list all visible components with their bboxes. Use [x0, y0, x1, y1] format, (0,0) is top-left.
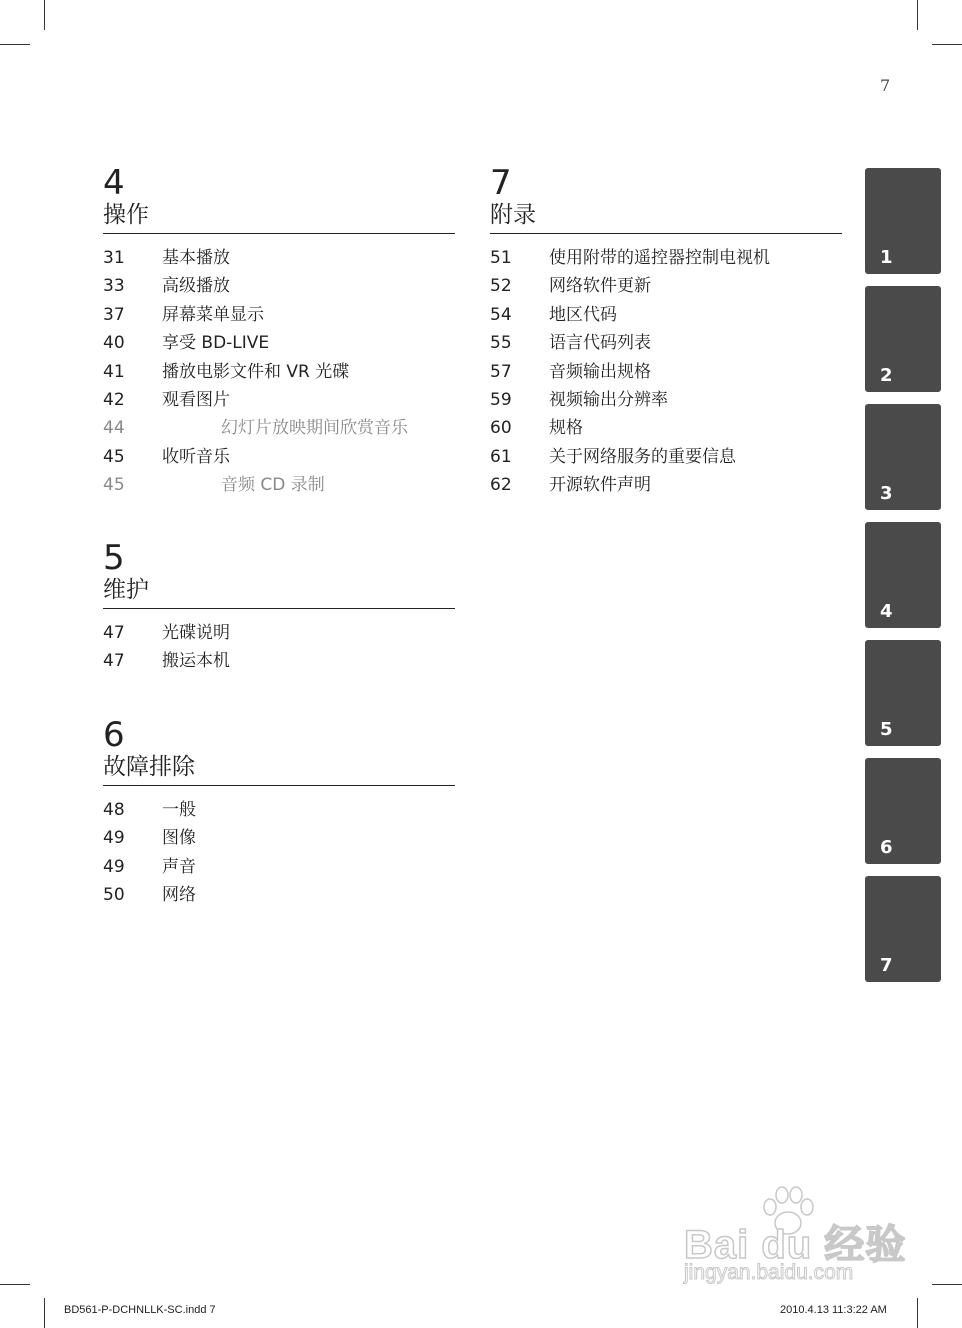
toc-page: 54 [490, 304, 512, 325]
toc-entry[interactable] [103, 443, 455, 471]
section-title: 维护 [103, 575, 455, 609]
toc-title: 收听音乐 [162, 446, 230, 467]
toc-page: 45 [103, 446, 125, 467]
toc-entry[interactable] [103, 796, 455, 824]
toc-title: 基本播放 [162, 248, 230, 268]
toc-title: 播放电影文件和 VR 光碟 [162, 361, 350, 382]
toc-title: 网络软件更新 [549, 276, 651, 297]
toc-title: 享受 BD-LIVE [162, 333, 270, 354]
toc-page: 60 [490, 418, 512, 439]
chapter-tab-label: 4 [880, 601, 893, 622]
toc-entry[interactable] [103, 824, 455, 852]
section-number: 5 [103, 538, 125, 578]
crop-mark [932, 1284, 962, 1285]
watermark-logo-text: Bai du 经验 [684, 1223, 907, 1267]
toc-title: 视频输出分辨率 [549, 389, 668, 410]
toc-title: 幻灯片放映期间欣赏音乐 [221, 418, 408, 439]
toc-entry[interactable] [490, 244, 842, 272]
toc-page: 59 [490, 389, 512, 410]
section-title: 操作 [103, 200, 455, 234]
toc-section-6 [103, 715, 455, 910]
toc-page: 61 [490, 446, 512, 467]
section-title: 故障排除 [103, 752, 455, 786]
toc-entry[interactable] [103, 647, 455, 675]
toc-page: 47 [103, 651, 125, 672]
footer-filename: BD561-P-DCHNLLK-SC.indd 7 [64, 1304, 216, 1316]
toc-entry[interactable] [103, 244, 455, 272]
toc-page: 31 [103, 248, 125, 268]
toc-entry[interactable] [103, 853, 455, 881]
toc-entry[interactable] [490, 471, 842, 499]
toc-entry[interactable] [490, 329, 842, 357]
crop-mark [917, 1298, 918, 1328]
toc-page: 41 [103, 361, 125, 382]
toc-page: 40 [103, 333, 125, 354]
toc-entry[interactable] [490, 386, 842, 414]
toc-page: 51 [490, 248, 512, 268]
chapter-tab-6[interactable] [865, 758, 941, 864]
toc-section-5 [103, 538, 455, 676]
toc-title: 关于网络服务的重要信息 [549, 446, 736, 467]
toc-title: 搬运本机 [162, 651, 230, 672]
chapter-tab-label: 7 [880, 955, 893, 976]
crop-mark [44, 0, 45, 30]
toc-entry[interactable] [103, 329, 455, 357]
toc-entry[interactable] [103, 272, 455, 300]
toc-title: 网络 [162, 885, 196, 906]
toc-entry[interactable] [490, 358, 842, 386]
toc-page: 44 [103, 418, 125, 439]
toc-title: 屏幕菜单显示 [162, 304, 264, 325]
toc-title: 一般 [162, 800, 196, 820]
watermark-url: jingyan.baidu.com [684, 1261, 854, 1284]
toc-title: 规格 [549, 418, 583, 439]
toc-entry[interactable] [103, 619, 455, 647]
toc-title: 使用附带的遥控器控制电视机 [549, 248, 770, 268]
crop-mark [44, 1298, 45, 1328]
toc-section-7 [490, 163, 842, 500]
toc-page: 55 [490, 333, 512, 354]
toc-entry[interactable] [490, 443, 842, 471]
chapter-tab-5[interactable] [865, 640, 941, 746]
crop-mark [932, 44, 962, 45]
chapter-tab-4[interactable] [865, 522, 941, 628]
section-title: 附录 [490, 200, 842, 234]
toc-entry[interactable] [490, 301, 842, 329]
toc-title: 光碟说明 [162, 623, 230, 643]
toc-title: 观看图片 [162, 389, 230, 410]
toc-entry[interactable] [490, 414, 842, 442]
footer-timestamp: 2010.4.13 11:3:22 AM [780, 1304, 887, 1316]
toc-title: 地区代码 [549, 304, 617, 325]
chapter-tab-1[interactable] [865, 168, 941, 274]
toc-entry[interactable] [103, 881, 455, 909]
toc-title: 声音 [162, 856, 196, 877]
toc-entry[interactable] [103, 358, 455, 386]
section-number: 6 [103, 715, 125, 755]
toc-page: 52 [490, 276, 512, 297]
toc-page: 45 [103, 475, 125, 496]
toc-subentry[interactable] [103, 414, 455, 442]
chapter-tab-3[interactable] [865, 404, 941, 510]
section-number: 4 [103, 163, 125, 203]
toc-page: 49 [103, 856, 125, 877]
toc-title: 音频 CD 录制 [221, 475, 325, 496]
toc-page: 50 [103, 885, 125, 906]
toc-page: 62 [490, 475, 512, 496]
crop-mark [917, 0, 918, 30]
toc-subentry[interactable] [103, 471, 455, 499]
crop-mark [0, 44, 30, 45]
toc-page: 49 [103, 828, 125, 849]
toc-title: 音频输出规格 [549, 361, 651, 382]
toc-title: 语言代码列表 [549, 333, 651, 354]
toc-title: 图像 [162, 828, 196, 849]
toc-entry[interactable] [103, 386, 455, 414]
toc-page: 33 [103, 276, 125, 297]
toc-page: 37 [103, 304, 125, 325]
toc-page: 57 [490, 361, 512, 382]
toc-entry[interactable] [103, 301, 455, 329]
chapter-tab-label: 1 [880, 247, 893, 268]
chapter-tab-label: 5 [880, 719, 893, 740]
baidu-watermark [676, 1185, 916, 1295]
chapter-tab-label: 3 [880, 483, 893, 504]
section-number: 7 [490, 163, 512, 203]
page-number: 7 [880, 76, 891, 95]
toc-section-4 [103, 163, 455, 500]
chapter-tab-label: 6 [880, 837, 893, 858]
toc-title: 开源软件声明 [549, 475, 651, 496]
toc-page: 48 [103, 800, 125, 820]
toc-page: 42 [103, 389, 125, 410]
toc-entry[interactable] [490, 272, 842, 300]
toc-page: 47 [103, 623, 125, 643]
chapter-tab-7[interactable] [865, 876, 941, 982]
chapter-tab-label: 2 [880, 365, 893, 386]
toc-title: 高级播放 [162, 276, 230, 297]
crop-mark [0, 1284, 30, 1285]
chapter-tab-2[interactable] [865, 286, 941, 392]
